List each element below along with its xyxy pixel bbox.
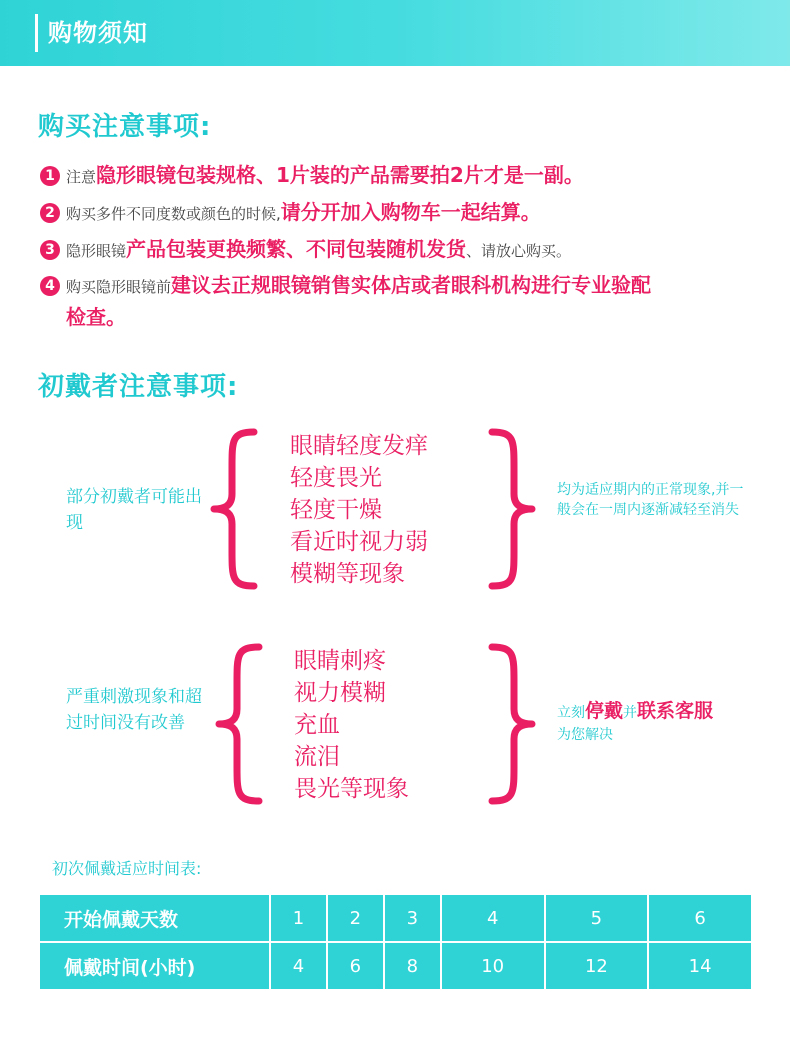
- header-divider: [35, 14, 38, 52]
- group2-explanation: 立刻停戴并联系客服 为您解决: [557, 700, 714, 743]
- first-wear-section-title: 初戴者注意事项:: [38, 372, 239, 402]
- right-brace-icon: [488, 428, 538, 590]
- symptom-item: 轻度畏光: [290, 465, 382, 491]
- table-cell: 12: [546, 943, 648, 989]
- group2-symptoms: [294, 645, 409, 805]
- symptom-item: 模糊等现象: [290, 561, 405, 587]
- symptom-item: 视力模糊: [294, 680, 386, 706]
- symptom-item: 看近时视力弱: [290, 529, 428, 555]
- number-badge: 4: [40, 276, 60, 296]
- table-cell: 10: [442, 943, 544, 989]
- symptom-item: 眼睛轻度发痒: [290, 433, 428, 459]
- table-cell: 6: [328, 943, 383, 989]
- left-brace-icon: [208, 428, 258, 590]
- symptom-item: 畏光等现象: [294, 776, 409, 802]
- table-cell: 4: [271, 943, 326, 989]
- schedule-table: [38, 893, 753, 991]
- number-badge: 2: [40, 203, 60, 223]
- table-cell: 5: [546, 895, 648, 941]
- symptom-item: 眼睛刺疼: [294, 648, 386, 674]
- table-row: [40, 943, 751, 989]
- number-badge: 3: [40, 240, 60, 260]
- table-cell: 3: [385, 895, 440, 941]
- symptom-item: 充血: [294, 712, 340, 738]
- table-cell: 8: [385, 943, 440, 989]
- number-badge: 1: [40, 166, 60, 186]
- table-cell: 14: [649, 943, 751, 989]
- group1-explanation: 均为适应期内的正常现象,并一般会在一周内逐渐减轻至消失: [557, 482, 744, 518]
- table-cell: 1: [271, 895, 326, 941]
- symptom-item: 轻度干燥: [290, 497, 382, 523]
- table-cell: 4: [442, 895, 544, 941]
- group1-symptoms: [290, 430, 428, 590]
- page-title: 购物须知: [48, 19, 148, 47]
- table-cell: 2: [328, 895, 383, 941]
- row-header: 佩戴时间(小时): [40, 943, 269, 989]
- purchase-section-title: 购买注意事项:: [38, 112, 212, 142]
- table-row: [40, 895, 751, 941]
- purchase-item-2: 2 购买多件不同度数或颜色的时候,请分开加入购物车一起结算。: [40, 197, 780, 229]
- right-brace-icon: [488, 643, 538, 805]
- row-header: 开始佩戴天数: [40, 895, 269, 941]
- group2-condition: 严重刺激现象和超过时间没有改善: [66, 687, 202, 733]
- purchase-item-4: 4 购买隐形眼镜前建议去正规眼镜销售实体店或者眼科机构进行专业验配 检查。: [40, 270, 780, 332]
- purchase-item-1: 1 注意隐形眼镜包装规格、1片装的产品需要拍2片才是一副。: [40, 160, 780, 192]
- group1-condition: 部分初戴者可能出现: [66, 487, 202, 533]
- schedule-caption: 初次佩戴适应时间表:: [52, 859, 202, 878]
- purchase-item-3: 3 隐形眼镜产品包装更换频繁、不同包装随机发货、请放心购买。: [40, 234, 780, 266]
- symptom-item: 流泪: [294, 744, 340, 770]
- table-cell: 6: [649, 895, 751, 941]
- left-brace-icon: [212, 643, 264, 805]
